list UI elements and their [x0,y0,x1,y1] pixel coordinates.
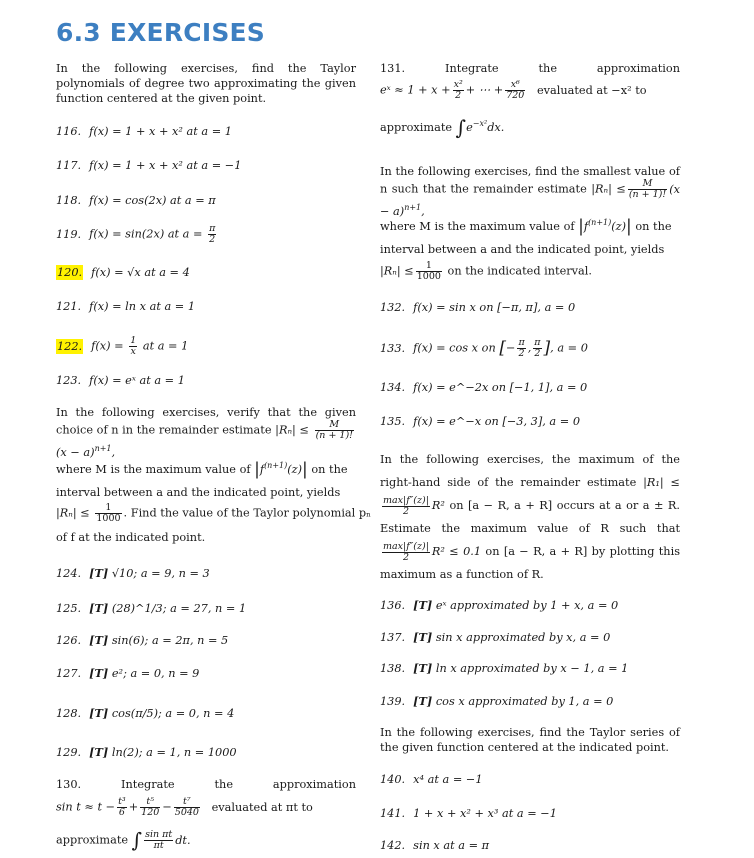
verify-bound: |Rₙ| ≤ $\frac{1}{1000}$ . Find the value of the Taylor polynomial pₙ [56,502,371,524]
right-column [380,0,680,858]
exercise-122: 122. f(x) = $\frac{1}{x}$ at a = 1 [57,335,189,357]
exercise-130-series: sin t ≈ t − $\frac{\text{t³}}{6}$ + $\frac{\text{t⁵}}{120}$ − $\frac{\text{t⁷}}{5040}$ evaluated at πt to [56,796,313,818]
exercise-137: 137. [T] sin x approximated by x, a = 0 [380,630,611,644]
smallest-interval: interval between a and the indicated point, yields [380,243,665,256]
exercise-128: 128. [T] cos(π/5); a = 0, n = 4 [56,706,235,720]
verify-interval: interval between a and the indicated point, yields [56,486,341,499]
highlight-122: 122. [57,339,83,353]
verify-of-f: of f at the indicated point. [56,531,206,544]
exercise-139: 139. [T] cos x approximated by 1, a = 0 [380,694,614,708]
exercise-142: 142. sin x at a = π [380,839,490,852]
exercise-141: 141. 1 + x + x² + x³ at a = −1 [380,807,557,820]
exercise-134: 134. f(x) = e^−2x on [−1, 1], a = 0 [380,381,588,394]
exercise-125: 125. [T] (28)^1/3; a = 27, n = 1 [56,601,247,615]
left-column [56,0,371,858]
exercise-116: 116. f(x) = 1 + x + x² at a = 1 [56,125,232,138]
exercise-129: 129. [T] ln(2); a = 1, n = 1000 [56,745,237,759]
intro-taylor-series: In the following exercises, find the Taylor series of the given function centered at the indicated point. [380,726,680,754]
exercise-120: 120. f(x) = √x at a = 4 [57,266,190,279]
exercise-131-header: 131. Integrate the approximation [380,62,680,75]
exercise-131-integral: approximate $\int e^{-x^2}dx$. [380,115,505,140]
intro-smallest-n: In the following exercises, find the smallest value of n such that the remainder estimate |Rₙ| ≤ $\frac{M}{(n + 1)!}$ $(x - a)^{n+1}$, [380,165,680,218]
intro-max-rhs: In the following exercises, the maximum of the right-hand side of the remainder estimate |R₁| ≤ $\frac{\max|f''(z)|}{2}$ R² on [a − R, a + R] occurs at a or a ± R. Estimate the maximum value of R such that $\frac{\max|f''(z)|}{2}$ R² ≤ 0.1 on [a − R, a + R] by plotting this maximum as a function of R. [380,453,681,581]
section-title: 6.3 EXERCISES [56,18,266,47]
exercise-124: 124. [T] √10; a = 9, n = 3 [56,566,210,580]
exercise-135: 135. f(x) = e^−x on [−3, 3], a = 0 [380,415,581,428]
exercise-130-integral: approximate ∫ $\frac{\text{sin πt}}{\pi t}$ dt. [56,828,191,852]
smallest-bound: |Rₙ| ≤ $\frac{1}{1000}$ on the indicated interval. [380,260,592,282]
exercise-133: 133. f(x) = cos x on [− $\frac{\pi}{2}$ , $\frac{\pi}{2}$ ], a = 0 [380,337,588,359]
exercise-126: 126. [T] sin(6); a = 2π, n = 5 [56,633,229,647]
exercise-119: 119. f(x) = sin(2x) at a = $\frac{\pi}{2}$ [56,223,216,245]
exercise-123: 123. f(x) = eˣ at a = 1 [56,374,185,387]
exercise-132: 132. f(x) = sin x on [−π, π], a = 0 [380,301,576,314]
intro-verify-n: In the following exercises, verify that the given choice of n in the remainder estimate |Rₙ| ≤ $\frac{M}{(n + 1)!}$ $(x - a)^{n+1}$, [56,406,356,459]
exercise-138: 138. [T] ln x approximated by x − 1, a = 1 [380,661,629,675]
exercise-131-series: eˣ ≈ 1 + x + $\frac{\text{x²}}{2}$ + ⋯ + $\frac{\text{x⁶}}{720}$ evaluated at −x² to [380,79,647,101]
verify-where-m: where M is the maximum value of $|f^{(n+1)}(z)|$ on the [56,459,348,480]
exercise-140: 140. x⁴ at a = −1 [380,773,483,786]
exercise-130-header: 130. Integrate the approximation [56,778,356,791]
exercise-117: 117. f(x) = 1 + x + x² at a = −1 [56,159,242,172]
exercise-121: 121. f(x) = ln x at a = 1 [56,300,196,313]
exercise-127: 127. [T] e²; a = 0, n = 9 [56,666,200,680]
exercise-136: 136. [T] eˣ approximated by 1 + x, a = 0 [380,598,619,612]
smallest-where-m: where M is the maximum value of $|f^{(n+1)}(z)|$ on the [380,216,672,237]
highlight-120: 120. [57,266,83,279]
intro-taylor-degree-two: In the following exercises, find the Taylor polynomials of degree two approximating the given function centered at the given point. [56,62,356,105]
exercise-118: 118. f(x) = cos(2x) at a = π [56,194,216,207]
